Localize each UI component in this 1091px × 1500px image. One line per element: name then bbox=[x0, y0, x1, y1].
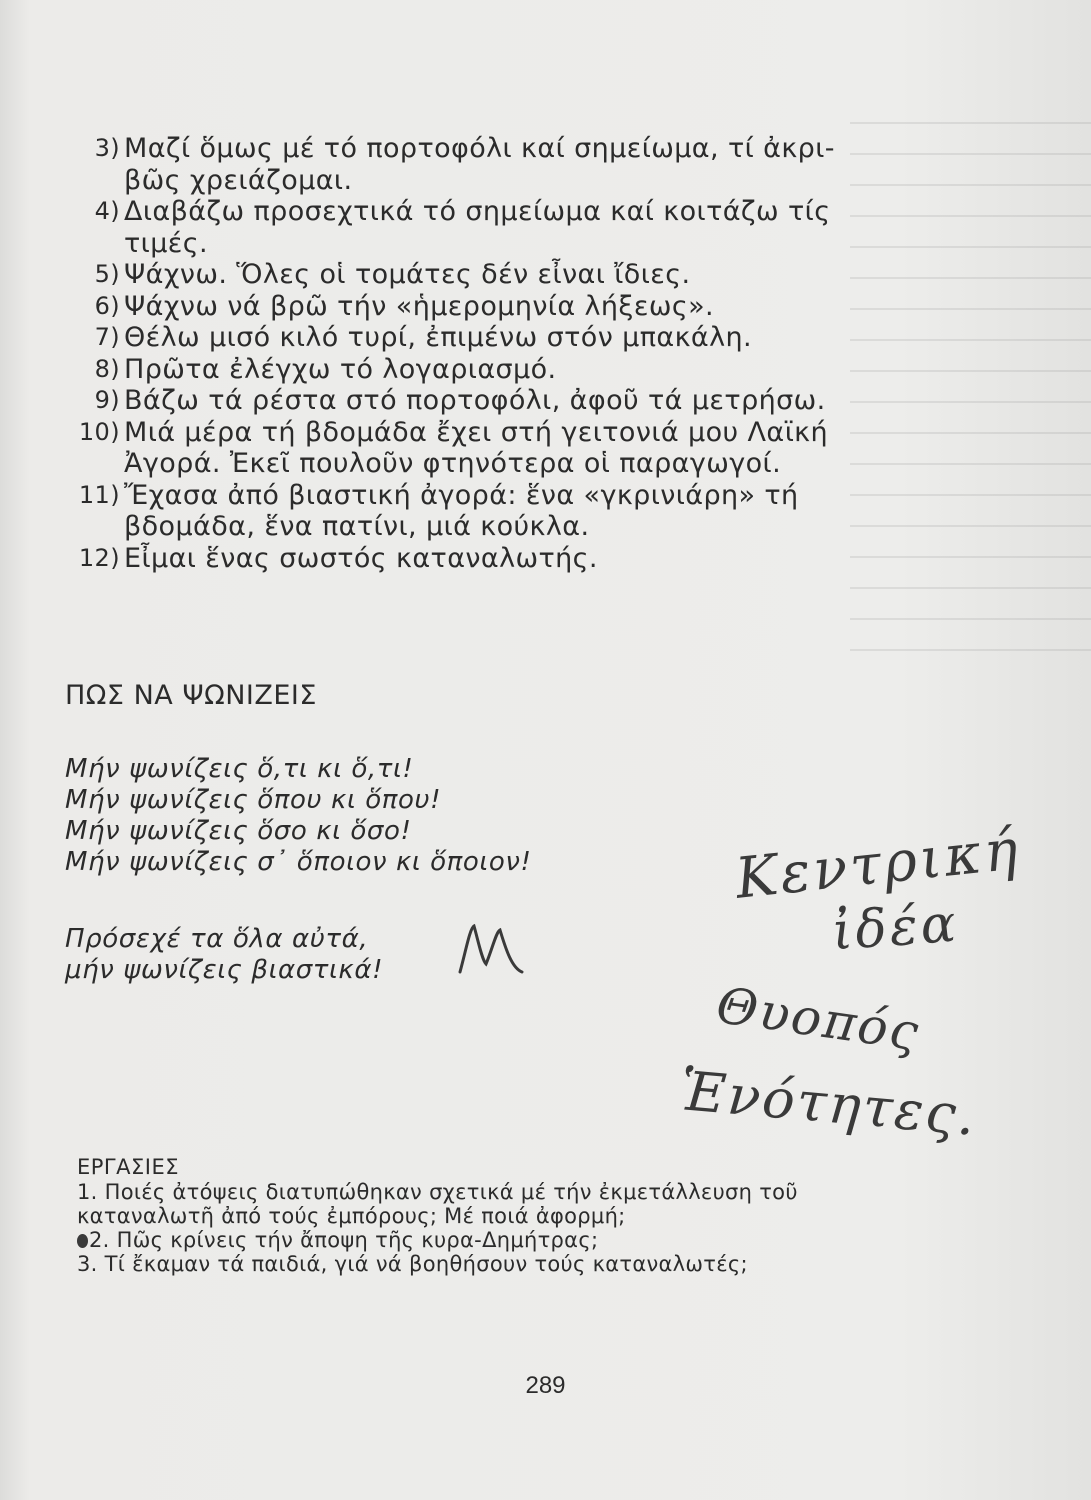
item-number: 4) bbox=[94, 197, 120, 225]
numbered-list bbox=[62, 133, 882, 574]
handwritten-note: Κεντρική bbox=[732, 817, 1024, 912]
handwritten-note: ἰδέα bbox=[830, 893, 961, 963]
poem-ending bbox=[65, 924, 383, 986]
item-text-cont: βῶς χρειάζομαι. bbox=[124, 164, 353, 196]
item-text-cont: Ἀγορά. Ἐκεῖ πουλοῦν φτηνότερα οἱ παραγωγοί. bbox=[124, 448, 782, 479]
item-number: 5) bbox=[94, 260, 120, 288]
item-text-cont: βδομάδα, ἕνα πατίνι, μιά κούκλα. bbox=[124, 511, 590, 542]
item-number: 12) bbox=[78, 543, 120, 572]
item-text: Εἶμαι ἕνας σωστός καταναλωτής. bbox=[124, 542, 598, 574]
poem-line: Μήν ψωνίζεις ὅπου κι ὅπου! bbox=[65, 785, 442, 815]
poem-line: Μήν ψωνίζεις ὅσο κι ὅσο! bbox=[65, 816, 412, 846]
exercise-text: Ποιές ἀτόψεις διατυπώθηκαν σχετικά μέ τήν ἐκμετάλλευση τοῦ bbox=[104, 1180, 798, 1204]
item-number: 7) bbox=[94, 323, 120, 351]
item-text: Θέλω μισό κιλό τυρί, ἐπιμένω στόν μπακάλη. bbox=[124, 322, 752, 353]
list-item bbox=[62, 480, 882, 543]
exercise-item bbox=[77, 1252, 887, 1276]
exercises-list bbox=[77, 1180, 887, 1276]
item-number: 6) bbox=[94, 291, 120, 320]
item-text: Πρῶτα ἐλέγχω τό λογαριασμό. bbox=[124, 353, 557, 385]
poem bbox=[65, 754, 531, 878]
exercise-number: 1. bbox=[77, 1180, 98, 1204]
exercise-number: 3. bbox=[77, 1252, 98, 1276]
list-item bbox=[62, 385, 882, 417]
list-item bbox=[62, 133, 882, 196]
handwritten-note: Ἑνότητες. bbox=[677, 1059, 980, 1148]
list-item bbox=[62, 259, 882, 291]
poem-line: Μήν ψωνίζεις σ᾽ ὅποιον κι ὅποιον! bbox=[65, 847, 532, 877]
item-text: Ψάχνω νά βρῶ τήν «ἡμερομηνία λήξεως». bbox=[124, 290, 715, 322]
item-text: Μαζί ὅμως μέ τό πορτοφόλι καί σημείωμα, τί ἀκρι- bbox=[124, 133, 835, 164]
exercise-number: 2. bbox=[89, 1228, 110, 1252]
item-text: Ψάχνω. Ὅλες οἱ τομάτες δέν εἶναι ἴδιες. bbox=[124, 259, 691, 290]
list-item bbox=[62, 322, 882, 354]
item-text: Μιά μέρα τή βδομάδα ἔχει στή γειτονιά μου Λαϊκή bbox=[124, 416, 828, 448]
item-text: Ἔχασα ἀπό βιαστική ἀγορά: ἕνα «γκρινιάρη» τή bbox=[124, 479, 799, 511]
bleed-through-text bbox=[850, 100, 1091, 660]
item-text: Διαβάζω προσεχτικά τό σημείωμα καί κοιτάζω τίς bbox=[124, 196, 831, 227]
list-item bbox=[62, 291, 882, 323]
exercise-item bbox=[77, 1180, 887, 1204]
item-number: 3) bbox=[94, 134, 120, 162]
exercise-text: Τί ἔκαμαν τά παιδιά, γιά νά βοηθήσουν τούς καταναλωτές; bbox=[104, 1252, 748, 1276]
item-text: Βάζω τά ρέστα στό πορτοφόλι, ἀφοῦ τά μετρήσω. bbox=[124, 385, 826, 416]
ink-blot-icon bbox=[77, 1234, 88, 1248]
item-number: 11) bbox=[78, 480, 120, 509]
poem-line: Πρόσεχέ τα ὅλα αὐτά, bbox=[65, 924, 369, 954]
exercises-title: ΕΡΓΑΣΙΕΣ bbox=[77, 1155, 179, 1179]
handwritten-note: Θυοπός bbox=[712, 976, 924, 1062]
exercise-item-cont: καταναλωτῆ ἀπό τούς ἐμπόρους; Μέ ποιά ἀφορμή; bbox=[77, 1204, 626, 1228]
item-number: 9) bbox=[94, 386, 120, 414]
handwritten-mark bbox=[456, 920, 536, 980]
list-item bbox=[62, 417, 882, 480]
list-item bbox=[62, 543, 882, 575]
poem-line: μήν ψωνίζεις βιαστικά! bbox=[65, 955, 384, 985]
page-number: 289 bbox=[525, 1372, 566, 1399]
item-text-cont: τιμές. bbox=[124, 227, 208, 259]
poem-line: Μήν ψωνίζεις ὅ,τι κι ὅ,τι! bbox=[65, 754, 414, 784]
item-number: 10) bbox=[78, 417, 120, 446]
list-item bbox=[62, 354, 882, 386]
exercise-text: Πῶς κρίνεις τήν ἄποψη τῆς κυρα-Δημήτρας; bbox=[116, 1228, 599, 1252]
section-heading: ΠΩΣ ΝΑ ΨΩΝΙΖΕΙΣ bbox=[65, 680, 317, 711]
list-item bbox=[62, 196, 882, 259]
exercise-item bbox=[77, 1228, 887, 1252]
item-number: 8) bbox=[94, 354, 120, 383]
